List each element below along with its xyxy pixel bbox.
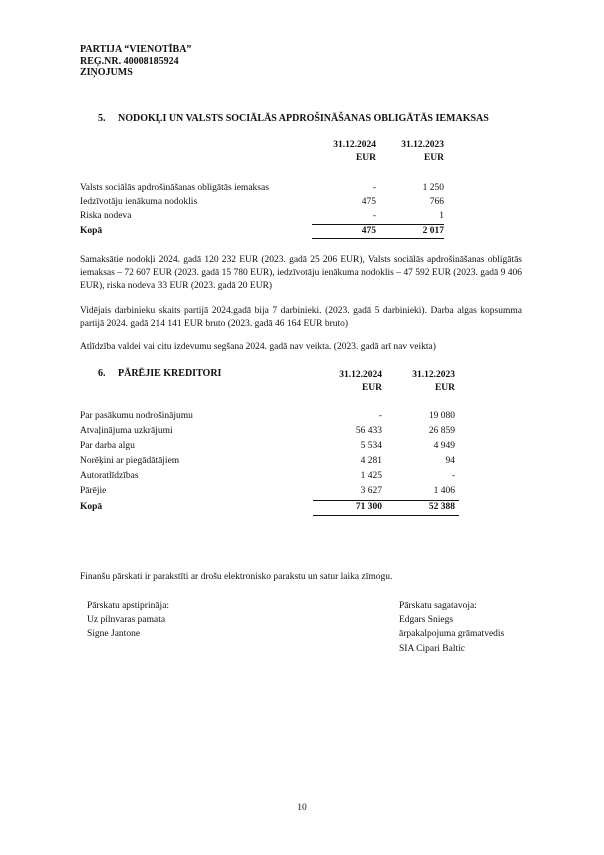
approved-by-basis: Uz pilnvaras pamata	[87, 615, 166, 626]
s5-total-row	[80, 224, 444, 238]
table-row	[80, 195, 444, 209]
table-row	[80, 409, 460, 424]
table-row	[80, 439, 460, 454]
s5-col-2023-header	[374, 139, 444, 165]
row-value-2024: 3 627	[360, 486, 382, 496]
row-label: Norēķini ar piegādātājiem	[80, 456, 180, 466]
s5-col-2024-unit: EUR	[355, 153, 376, 163]
s6-total-bottom-rule	[313, 515, 459, 516]
total-value-2023: 2 017	[422, 226, 444, 236]
organization-name: PARTIJA “VIENOTĪBA”	[80, 44, 192, 55]
s6-col-2024-date: 31.12.2024	[339, 370, 382, 380]
row-label: Riska nodeva	[80, 211, 132, 221]
s5-col-2024-header	[306, 139, 376, 165]
row-label: Pārējie	[80, 486, 107, 496]
section-6-number: 6.	[98, 368, 106, 379]
row-value-2024: 5 534	[360, 441, 382, 451]
row-value-2024: -	[372, 211, 376, 221]
table-row	[80, 424, 460, 439]
row-label: Iedzīvotāju ienākuma nodoklis	[80, 197, 198, 207]
row-value-2023: 26 859	[428, 426, 455, 436]
s6-col-2023-unit: EUR	[434, 383, 455, 393]
row-value-2023: 766	[429, 197, 444, 207]
row-value-2023: 94	[445, 456, 455, 466]
table-row	[80, 484, 460, 499]
total-value-2024: 71 300	[355, 502, 382, 512]
section-5-title	[98, 113, 489, 124]
prepared-by-role: ārpakalpojuma grāmatvedis	[399, 629, 505, 640]
row-value-2023: 1	[439, 211, 444, 221]
row-label: Valsts sociālās apdrošināšanas obligātās iemaksas	[80, 183, 269, 193]
prepared-by-name: Edgars Sniegs	[399, 615, 454, 626]
s5-total-bottom-rule	[312, 238, 444, 239]
prepared-by-block	[399, 599, 504, 656]
row-label: Autoratlīdzības	[80, 471, 139, 481]
prepared-by-label: Pārskatu sagatavoja:	[399, 601, 477, 611]
s5-employees-paragraph: Vidējais darbinieku skaits partijā 2024.gadā bija 7 darbinieki. (2023. gadā 5 darbinieki). Darba algas kopsumma partijā 2024. gadā 214 141 EUR bruto (2023. gadā 46 164 EUR bruto)	[80, 306, 522, 330]
s6-total-row	[80, 500, 460, 515]
row-value-2023: 4 949	[433, 441, 455, 451]
table-row	[80, 181, 444, 195]
row-value-2024: 475	[361, 197, 376, 207]
approved-by-label: Pārskatu apstiprināja:	[87, 601, 170, 611]
approved-by-block	[87, 599, 169, 642]
row-label: Par darba algu	[80, 441, 135, 451]
s5-taxes-paid-paragraph: Samaksātie nodokļi 2024. gadā 120 232 EUR (2023. gadā 25 206 EUR), Valsts sociālās apdrošināšanas obligātās iemaksas – 72 607 EUR (2023. gadā 15 780 EUR), iedzīvotāju ienākuma nodoklis – 47 592 EUR (2023. gadā 9 406 EUR), riska nodeva 33 EUR (2023. gadā 20 EUR)	[80, 255, 522, 292]
row-value-2024: 4 281	[360, 456, 382, 466]
row-value-2023: 19 080	[428, 411, 455, 421]
total-label: Kopā	[80, 226, 103, 236]
row-label: Par pasākumu nodrošinājumu	[80, 411, 193, 421]
s5-board-remuneration-paragraph: Atlīdzība valdei vai citu izdevumu segšana 2024. gadā nav veikta. (2023. gadā arī nav veikta)	[80, 342, 436, 352]
table-row	[80, 454, 460, 469]
row-value-2024: -	[372, 183, 376, 193]
s6-table	[80, 409, 460, 549]
table-row	[80, 209, 444, 223]
total-label: Kopā	[80, 502, 103, 512]
row-value-2024: 56 433	[355, 426, 382, 436]
section-5-number: 5.	[98, 113, 106, 124]
report-type: ZIŅOJUMS	[80, 67, 133, 78]
page-number: 10	[297, 803, 307, 813]
approved-by-name: Signe Jantone	[87, 629, 141, 640]
section-6-heading: PĀRĒJIE KREDITORI	[118, 368, 222, 379]
s6-col-2024-unit: EUR	[361, 383, 382, 393]
s6-col-2024-header	[312, 369, 382, 395]
document-header	[80, 44, 191, 79]
section-6-title	[98, 368, 221, 379]
row-label: Atvaļinājuma uzkrājumi	[80, 426, 173, 436]
s5-table	[80, 181, 444, 251]
table-row	[80, 469, 460, 484]
row-value-2024: -	[378, 411, 382, 421]
s5-col-2023-unit: EUR	[423, 153, 444, 163]
prepared-by-company: SIA Cipari Baltic	[399, 643, 465, 654]
s5-col-2023-date: 31.12.2023	[401, 140, 444, 150]
row-value-2024: 1 425	[360, 471, 382, 481]
s6-col-2023-date: 31.12.2023	[412, 370, 455, 380]
total-value-2024: 475	[361, 226, 376, 236]
s5-col-2024-date: 31.12.2024	[333, 140, 376, 150]
signature-note: Finanšu pārskati ir parakstīti ar drošu elektronisko parakstu un satur laika zīmogu.	[80, 572, 393, 582]
row-value-2023: -	[451, 471, 455, 481]
registration-number: REĢ.NR. 40008185924	[80, 55, 179, 67]
total-value-2023: 52 388	[428, 502, 455, 512]
row-value-2023: 1 406	[433, 486, 455, 496]
s6-col-2023-header	[385, 369, 455, 395]
section-5-heading: NODOKĻI UN VALSTS SOCIĀLĀS APDROŠINĀŠANAS OBLIGĀTĀS IEMAKSAS	[118, 113, 489, 124]
row-value-2023: 1 250	[422, 183, 444, 193]
